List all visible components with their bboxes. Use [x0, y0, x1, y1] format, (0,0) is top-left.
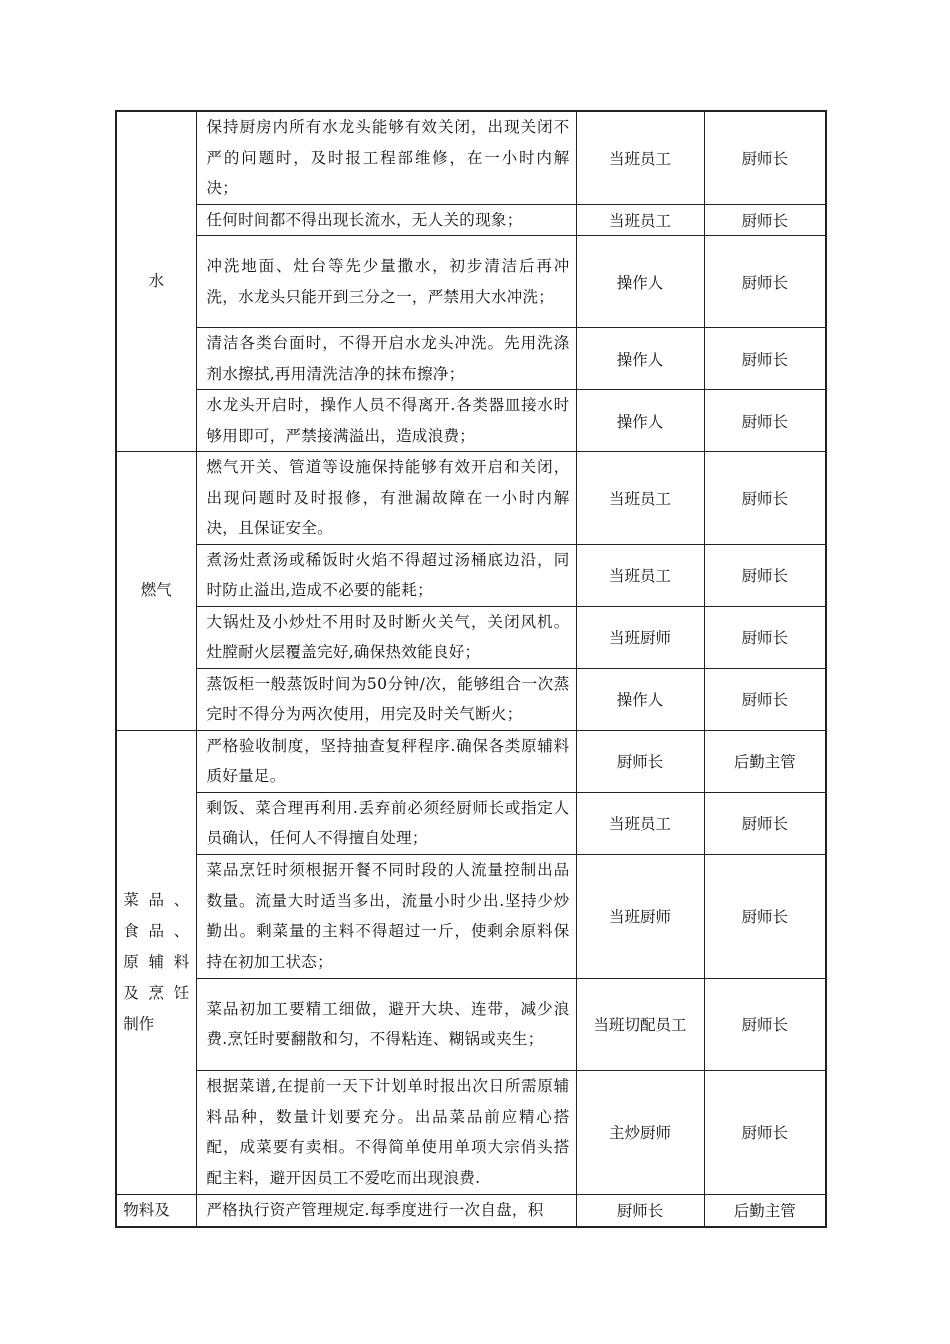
- table-row: [116, 452, 826, 545]
- responsible-cell: 厨师长: [576, 1194, 704, 1227]
- description-cell: 任何时间都不得出现长流水，无人关的现象；: [196, 204, 576, 236]
- responsible-cell: 当班员工: [576, 452, 704, 545]
- category-label: 物料及: [123, 1200, 170, 1219]
- category-cell: [116, 730, 196, 1194]
- category-cell: [116, 1194, 196, 1227]
- description-cell: 菜品初加工要精工细做，避开大块、连带，减少浪费.烹饪时要翻散和匀，不得粘连、糊锅或夹生；: [196, 978, 576, 1070]
- category-cell: [116, 111, 196, 452]
- responsible-cell: 操作人: [576, 390, 704, 452]
- category-label: 燃气: [140, 581, 172, 600]
- supervisor-cell: 厨师长: [704, 792, 826, 854]
- responsible-cell: 当班切配员工: [576, 978, 704, 1070]
- supervisor-cell: 厨师长: [704, 606, 826, 668]
- table-row: [116, 204, 826, 236]
- supervisor-cell: 厨师长: [704, 854, 826, 978]
- table-row: [116, 544, 826, 606]
- supervisor-cell: 厨师长: [704, 111, 826, 204]
- supervisor-cell: 后勤主管: [704, 1194, 826, 1227]
- responsible-cell: 主炒厨师: [576, 1070, 704, 1194]
- description-cell: 冲洗地面、灶台等先少量撒水，初步清洁后再冲洗，水龙头只能开到三分之一，严禁用大水冲洗；: [196, 236, 576, 328]
- supervisor-cell: 厨师长: [704, 236, 826, 328]
- energy-saving-table: [115, 110, 827, 1228]
- table-row: [116, 390, 826, 452]
- table-row: [116, 730, 826, 792]
- supervisor-cell: 厨师长: [704, 328, 826, 390]
- responsible-cell: 操作人: [576, 668, 704, 730]
- description-cell: 水龙头开启时，操作人员不得离开.各类器皿接水时够用即可，严禁接满溢出，造成浪费；: [196, 390, 576, 452]
- category-line: 菜品、: [123, 890, 190, 909]
- table-row: [116, 328, 826, 390]
- table-row: [116, 978, 826, 1070]
- category-line: 制作: [123, 1014, 155, 1033]
- category-label: 水: [148, 272, 164, 290]
- description-cell: 严格执行资产管理规定.每季度进行一次自盘，积: [196, 1194, 576, 1227]
- category-line: 食品、: [123, 921, 190, 940]
- responsible-cell: 当班厨师: [576, 606, 704, 668]
- table-row: [116, 1070, 826, 1194]
- description-cell: 煮汤灶煮汤或稀饭时火焰不得超过汤桶底边沿，同时防止溢出,造成不必要的能耗；: [196, 544, 576, 606]
- responsible-cell: 当班员工: [576, 544, 704, 606]
- category-cell: [116, 452, 196, 731]
- description-cell: 燃气开关、管道等设施保持能够有效开启和关闭，出现问题时及时报修，有泄漏故障在一小时内解决，且保证安全。: [196, 452, 576, 545]
- description-cell: 根据菜谱,在提前一天下计划单时报出次日所需原辅料品种，数量计划要充分。出品菜品前应精心搭配，成菜要有卖相。不得简单使用单项大宗俏头搭配主料，避开因员工不爱吃而出现浪费.: [196, 1070, 576, 1194]
- responsible-cell: 当班厨师: [576, 854, 704, 978]
- description-cell: 清洁各类台面时，不得开启水龙头冲洗。先用洗涤剂水擦拭,再用清洗洁净的抹布擦净；: [196, 328, 576, 390]
- category-line: 及烹饪: [123, 983, 190, 1002]
- description-cell: 保持厨房内所有水龙头能够有效关闭，出现关闭不严的问题时，及时报工程部维修，在一小时内解决；: [196, 111, 576, 204]
- responsible-cell: 操作人: [576, 236, 704, 328]
- description-cell: 蒸饭柜一般蒸饭时间为50分钟/次，能够组合一次蒸完时不得分为两次使用，用完及时关气断火；: [196, 668, 576, 730]
- table-row: [116, 668, 826, 730]
- supervisor-cell: 厨师长: [704, 204, 826, 236]
- description-cell: 菜品烹饪时须根据开餐不同时段的人流量控制出品数量。流量大时适当多出，流量小时少出.坚持少炒勤出。剩菜量的主料不得超过一斤，使剩余原料保持在初加工状态；: [196, 854, 576, 978]
- supervisor-cell: 厨师长: [704, 452, 826, 545]
- supervisor-cell: 厨师长: [704, 1070, 826, 1194]
- supervisor-cell: 厨师长: [704, 390, 826, 452]
- supervisor-cell: 厨师长: [704, 544, 826, 606]
- table-row: [116, 1194, 826, 1227]
- description-cell: 严格验收制度，坚持抽查复秤程序.确保各类原辅料质好量足。: [196, 730, 576, 792]
- responsible-cell: 当班员工: [576, 204, 704, 236]
- table-row: [116, 606, 826, 668]
- responsible-cell: 当班员工: [576, 792, 704, 854]
- category-line: 原辅料: [123, 952, 190, 971]
- supervisor-cell: 厨师长: [704, 668, 826, 730]
- table-row: [116, 236, 826, 328]
- supervisor-cell: 厨师长: [704, 978, 826, 1070]
- responsible-cell: 操作人: [576, 328, 704, 390]
- table-row: [116, 111, 826, 204]
- supervisor-cell: 后勤主管: [704, 730, 826, 792]
- description-cell: 剩饭、菜合理再利用.丢弃前必须经厨师长或指定人员确认，任何人不得擅自处理；: [196, 792, 576, 854]
- description-cell: 大锅灶及小炒灶不用时及时断火关气，关闭风机。灶膛耐火层覆盖完好,确保热效能良好；: [196, 606, 576, 668]
- table-row: [116, 854, 826, 978]
- table-row: [116, 792, 826, 854]
- responsible-cell: 当班员工: [576, 111, 704, 204]
- responsible-cell: 厨师长: [576, 730, 704, 792]
